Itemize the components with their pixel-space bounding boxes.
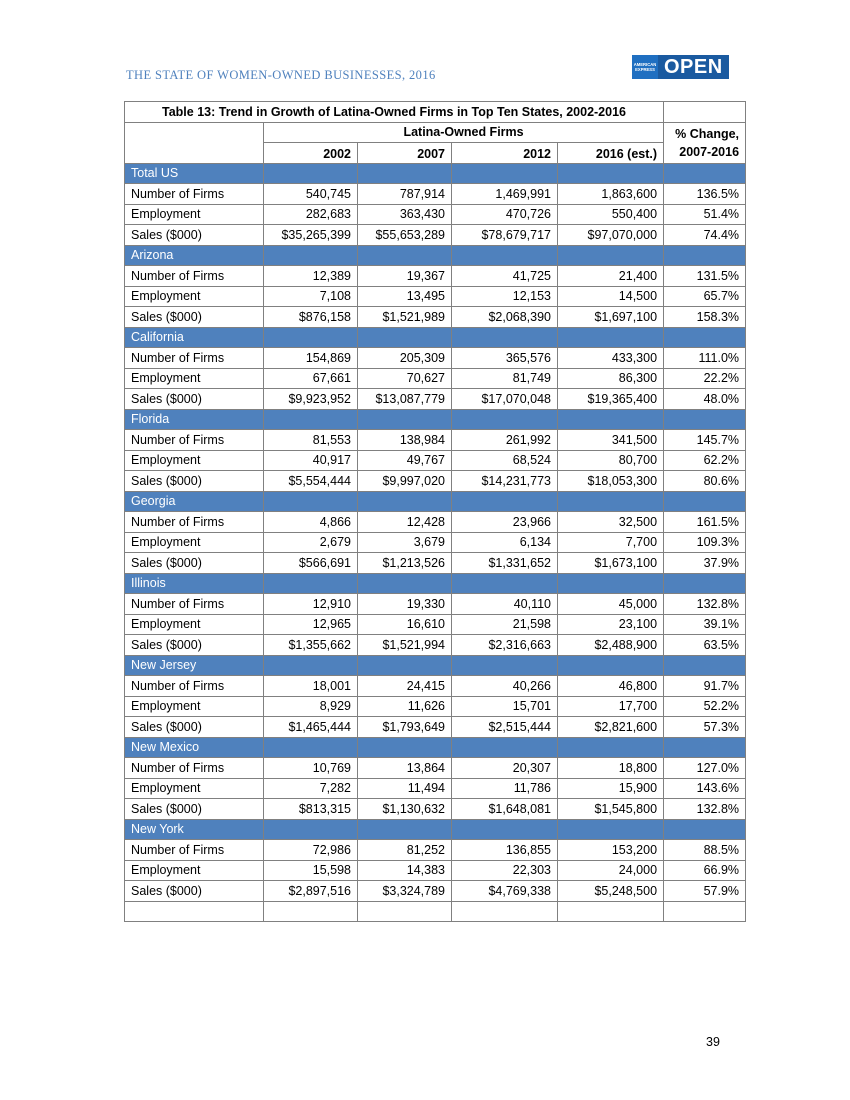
table-cell: 127.0% (664, 758, 746, 779)
table-cell: $1,331,652 (452, 553, 558, 574)
row-label: Sales ($000) (125, 471, 264, 492)
table-cell: 145.7% (664, 430, 746, 451)
section-header-blank (452, 573, 558, 594)
table-row (125, 430, 746, 451)
row-label: Employment (125, 204, 264, 225)
section-header-blank (452, 655, 558, 676)
table-cell: 88.5% (664, 840, 746, 861)
table-cell: $3,324,789 (358, 881, 452, 902)
table-cell: 11,494 (358, 778, 452, 799)
table-cell: 18,800 (558, 758, 664, 779)
row-label: Number of Firms (125, 676, 264, 697)
table-cell: 66.9% (664, 860, 746, 881)
blank-footer-row (125, 901, 746, 922)
table-cell: 12,389 (264, 266, 358, 287)
table-cell: 12,153 (452, 286, 558, 307)
table-cell: 62.2% (664, 450, 746, 471)
section-header-blank (264, 409, 358, 430)
row-label: Number of Firms (125, 266, 264, 287)
table-cell: 153,200 (558, 840, 664, 861)
table-cell: 46,800 (558, 676, 664, 697)
table-cell: 80,700 (558, 450, 664, 471)
section-header-blank (558, 819, 664, 840)
table-cell: 81,553 (264, 430, 358, 451)
table-cell: $9,923,952 (264, 389, 358, 410)
section-name: California (125, 327, 264, 348)
section-header-blank (558, 737, 664, 758)
table-cell: 41,725 (452, 266, 558, 287)
table-cell: $1,213,526 (358, 553, 452, 574)
section-header-blank (664, 573, 746, 594)
table-cell: 7,108 (264, 286, 358, 307)
section-header-blank (558, 573, 664, 594)
table-cell: 12,965 (264, 614, 358, 635)
table-row (125, 635, 746, 656)
section-header-blank (358, 655, 452, 676)
section-header-blank (264, 245, 358, 266)
table-row (125, 204, 746, 225)
table-cell: 65.7% (664, 286, 746, 307)
table-cell: 131.5% (664, 266, 746, 287)
blank-cell (452, 901, 558, 922)
table-cell: 154,869 (264, 348, 358, 369)
table-row (125, 614, 746, 635)
section-header-blank (558, 409, 664, 430)
table-cell: 74.4% (664, 225, 746, 246)
table-cell: 19,367 (358, 266, 452, 287)
table-cell: $1,521,989 (358, 307, 452, 328)
section-name: New Jersey (125, 655, 264, 676)
table-cell: 17,700 (558, 696, 664, 717)
section-header-row (125, 737, 746, 758)
table-cell: $1,697,100 (558, 307, 664, 328)
table-cell: 45,000 (558, 594, 664, 615)
table-cell: 433,300 (558, 348, 664, 369)
table-body (125, 163, 746, 922)
table-cell: 19,330 (358, 594, 452, 615)
table-cell: 80.6% (664, 471, 746, 492)
table-cell: 14,383 (358, 860, 452, 881)
section-header-blank (558, 491, 664, 512)
table-cell: $35,265,399 (264, 225, 358, 246)
table-cell: $2,897,516 (264, 881, 358, 902)
table-row (125, 532, 746, 553)
blank-cell (558, 901, 664, 922)
section-header-blank (358, 737, 452, 758)
table-cell: 15,598 (264, 860, 358, 881)
table-cell: 12,910 (264, 594, 358, 615)
section-header-blank (264, 737, 358, 758)
table-row (125, 860, 746, 881)
table-cell: 143.6% (664, 778, 746, 799)
table-cell: 15,701 (452, 696, 558, 717)
section-header-blank (264, 491, 358, 512)
table-cell: 540,745 (264, 184, 358, 205)
table-row (125, 471, 746, 492)
table-cell: 48.0% (664, 389, 746, 410)
table-cell: 72,986 (264, 840, 358, 861)
group-header: Latina-Owned Firms (264, 122, 664, 143)
table-cell: 81,252 (358, 840, 452, 861)
table-row (125, 286, 746, 307)
section-header-blank (264, 163, 358, 184)
section-header-row (125, 491, 746, 512)
section-header-blank (452, 163, 558, 184)
table-row (125, 512, 746, 533)
section-header-blank (358, 409, 452, 430)
table-cell: 63.5% (664, 635, 746, 656)
table-row (125, 184, 746, 205)
table-cell: 22.2% (664, 368, 746, 389)
row-label: Employment (125, 860, 264, 881)
blank-cell (264, 901, 358, 922)
table-cell: 12,428 (358, 512, 452, 533)
table-cell: 13,495 (358, 286, 452, 307)
section-header-blank (664, 491, 746, 512)
section-header-blank (358, 245, 452, 266)
table-cell: 15,900 (558, 778, 664, 799)
table-cell: 16,610 (358, 614, 452, 635)
table-cell: 261,992 (452, 430, 558, 451)
row-label: Sales ($000) (125, 389, 264, 410)
section-header-blank (264, 655, 358, 676)
header-blank-cell (125, 122, 264, 163)
section-header-row (125, 819, 746, 840)
table-row (125, 553, 746, 574)
table-cell: 57.9% (664, 881, 746, 902)
blank-cell (664, 901, 746, 922)
table-row (125, 266, 746, 287)
table-row (125, 717, 746, 738)
table-row (125, 840, 746, 861)
table-cell: $19,365,400 (558, 389, 664, 410)
section-header-blank (452, 245, 558, 266)
row-label: Employment (125, 286, 264, 307)
table-cell: 111.0% (664, 348, 746, 369)
table-cell: $2,068,390 (452, 307, 558, 328)
column-header-2002: 2002 (264, 143, 358, 164)
table-cell: 10,769 (264, 758, 358, 779)
table-cell: 11,786 (452, 778, 558, 799)
section-header-blank (264, 573, 358, 594)
table-cell: $78,679,717 (452, 225, 558, 246)
section-header-blank (358, 491, 452, 512)
table-cell: $566,691 (264, 553, 358, 574)
table-cell: $1,355,662 (264, 635, 358, 656)
table-cell: 158.3% (664, 307, 746, 328)
section-header-blank (664, 409, 746, 430)
section-name: New York (125, 819, 264, 840)
amex-open-logo (632, 55, 729, 79)
section-header-blank (558, 655, 664, 676)
section-header-blank (264, 327, 358, 348)
table-cell: 24,415 (358, 676, 452, 697)
section-header-blank (358, 327, 452, 348)
table-cell: 1,469,991 (452, 184, 558, 205)
table-cell: 3,679 (358, 532, 452, 553)
table-cell: 21,400 (558, 266, 664, 287)
table-cell: $9,997,020 (358, 471, 452, 492)
table-row (125, 450, 746, 471)
table-cell: $55,653,289 (358, 225, 452, 246)
table-cell: $13,087,779 (358, 389, 452, 410)
table-cell: $2,316,663 (452, 635, 558, 656)
table-row (125, 389, 746, 410)
table-cell: 205,309 (358, 348, 452, 369)
table-cell: 11,626 (358, 696, 452, 717)
section-header-blank (358, 819, 452, 840)
table-cell: 52.2% (664, 696, 746, 717)
table-cell: 40,266 (452, 676, 558, 697)
table-cell: $5,248,500 (558, 881, 664, 902)
table-cell: $1,465,444 (264, 717, 358, 738)
table-cell: 81,749 (452, 368, 558, 389)
section-header-blank (558, 327, 664, 348)
table-cell: $1,545,800 (558, 799, 664, 820)
section-header-blank (452, 409, 558, 430)
table-row (125, 696, 746, 717)
section-header-blank (452, 819, 558, 840)
row-label: Employment (125, 368, 264, 389)
table-cell: $2,515,444 (452, 717, 558, 738)
row-label: Sales ($000) (125, 553, 264, 574)
table-cell: 2,679 (264, 532, 358, 553)
table-cell: 138,984 (358, 430, 452, 451)
section-header-blank (358, 163, 452, 184)
row-label: Number of Firms (125, 594, 264, 615)
section-header-row (125, 409, 746, 430)
table-cell: $2,488,900 (558, 635, 664, 656)
table-cell: $2,821,600 (558, 717, 664, 738)
table-row (125, 225, 746, 246)
table-cell: 787,914 (358, 184, 452, 205)
section-header-blank (264, 819, 358, 840)
section-name: Total US (125, 163, 264, 184)
row-label: Employment (125, 450, 264, 471)
table-cell: $1,793,649 (358, 717, 452, 738)
blank-cell (125, 901, 264, 922)
table-cell: 4,866 (264, 512, 358, 533)
table-cell: 341,500 (558, 430, 664, 451)
row-label: Sales ($000) (125, 307, 264, 328)
section-header-blank (558, 163, 664, 184)
table-cell: $1,130,632 (358, 799, 452, 820)
table-cell: 68,524 (452, 450, 558, 471)
table-row (125, 881, 746, 902)
table-cell: 23,966 (452, 512, 558, 533)
row-label: Number of Firms (125, 184, 264, 205)
pct-change-header (664, 122, 746, 163)
table-cell: 40,110 (452, 594, 558, 615)
table-row (125, 799, 746, 820)
section-header-blank (664, 327, 746, 348)
row-label: Number of Firms (125, 512, 264, 533)
table-row (125, 778, 746, 799)
table-cell: 39.1% (664, 614, 746, 635)
document-header-title: THE STATE OF WOMEN-OWNED BUSINESSES, 2016 (126, 68, 436, 82)
table-cell: $1,673,100 (558, 553, 664, 574)
table-cell: $1,648,081 (452, 799, 558, 820)
row-label: Sales ($000) (125, 799, 264, 820)
table-cell: 18,001 (264, 676, 358, 697)
table-cell: 32,500 (558, 512, 664, 533)
table-cell: 363,430 (358, 204, 452, 225)
table-cell: 7,282 (264, 778, 358, 799)
section-header-blank (664, 655, 746, 676)
section-header-row (125, 163, 746, 184)
row-label: Employment (125, 778, 264, 799)
section-header-blank (664, 245, 746, 266)
table-cell: $97,070,000 (558, 225, 664, 246)
table-cell: 136,855 (452, 840, 558, 861)
table-cell: 14,500 (558, 286, 664, 307)
table-cell: $813,315 (264, 799, 358, 820)
table-row (125, 758, 746, 779)
table-cell: 470,726 (452, 204, 558, 225)
row-label: Employment (125, 532, 264, 553)
section-header-blank (452, 327, 558, 348)
section-header-row (125, 327, 746, 348)
section-name: Florida (125, 409, 264, 430)
table-cell: 132.8% (664, 594, 746, 615)
section-name: New Mexico (125, 737, 264, 758)
column-header-2012: 2012 (452, 143, 558, 164)
table-cell: 51.4% (664, 204, 746, 225)
table-cell: 23,100 (558, 614, 664, 635)
section-header-row (125, 655, 746, 676)
section-header-blank (664, 163, 746, 184)
row-label: Sales ($000) (125, 717, 264, 738)
section-name: Illinois (125, 573, 264, 594)
column-header-2016: 2016 (est.) (558, 143, 664, 164)
table-cell: 24,000 (558, 860, 664, 881)
table-cell: $876,158 (264, 307, 358, 328)
table-cell: 67,661 (264, 368, 358, 389)
table-cell: 365,576 (452, 348, 558, 369)
row-label: Sales ($000) (125, 881, 264, 902)
table-cell: 550,400 (558, 204, 664, 225)
column-header-2007: 2007 (358, 143, 452, 164)
latina-firms-table (124, 101, 746, 922)
table-cell: 21,598 (452, 614, 558, 635)
table-row (125, 676, 746, 697)
table-cell: 132.8% (664, 799, 746, 820)
table-cell: $1,521,994 (358, 635, 452, 656)
table-cell: 37.9% (664, 553, 746, 574)
section-name: Georgia (125, 491, 264, 512)
table-cell: $14,231,773 (452, 471, 558, 492)
table-cell: 91.7% (664, 676, 746, 697)
table-cell: 7,700 (558, 532, 664, 553)
table-cell: 70,627 (358, 368, 452, 389)
table-row (125, 594, 746, 615)
table-cell: $17,070,048 (452, 389, 558, 410)
row-label: Number of Firms (125, 758, 264, 779)
table-cell: 6,134 (452, 532, 558, 553)
table-cell: $5,554,444 (264, 471, 358, 492)
section-name: Arizona (125, 245, 264, 266)
section-header-row (125, 573, 746, 594)
title-blank-cell (664, 102, 746, 123)
table-cell: 109.3% (664, 532, 746, 553)
row-label: Number of Firms (125, 430, 264, 451)
table-cell: 22,303 (452, 860, 558, 881)
table-row (125, 368, 746, 389)
pct-header-line1: % Change, (675, 126, 740, 141)
blank-cell (358, 901, 452, 922)
row-label: Sales ($000) (125, 225, 264, 246)
table-cell: 49,767 (358, 450, 452, 471)
table-cell: 282,683 (264, 204, 358, 225)
row-label: Number of Firms (125, 348, 264, 369)
section-header-row (125, 245, 746, 266)
amex-logo-icon: AMERICAN EXPRESS (632, 55, 658, 79)
section-header-blank (664, 737, 746, 758)
table-cell: 8,929 (264, 696, 358, 717)
table-row (125, 348, 746, 369)
table-cell: $4,769,338 (452, 881, 558, 902)
section-header-blank (358, 573, 452, 594)
row-label: Employment (125, 614, 264, 635)
table-cell: 40,917 (264, 450, 358, 471)
table-cell: 161.5% (664, 512, 746, 533)
row-label: Employment (125, 696, 264, 717)
table-title: Table 13: Trend in Growth of Latina-Owned Firms in Top Ten States, 2002-2016 (125, 102, 664, 123)
section-header-blank (452, 737, 558, 758)
table-cell: 1,863,600 (558, 184, 664, 205)
row-label: Number of Firms (125, 840, 264, 861)
page-number: 39 (706, 1035, 720, 1049)
row-label: Sales ($000) (125, 635, 264, 656)
table-cell: 86,300 (558, 368, 664, 389)
table-row (125, 307, 746, 328)
pct-header-line2: 2007-2016 (679, 144, 740, 159)
table-cell: 136.5% (664, 184, 746, 205)
open-logo-text: OPEN (658, 55, 729, 79)
section-header-blank (558, 245, 664, 266)
table-cell: 20,307 (452, 758, 558, 779)
table-cell: $18,053,300 (558, 471, 664, 492)
table-cell: 13,864 (358, 758, 452, 779)
section-header-blank (664, 819, 746, 840)
section-header-blank (452, 491, 558, 512)
table-cell: 57.3% (664, 717, 746, 738)
